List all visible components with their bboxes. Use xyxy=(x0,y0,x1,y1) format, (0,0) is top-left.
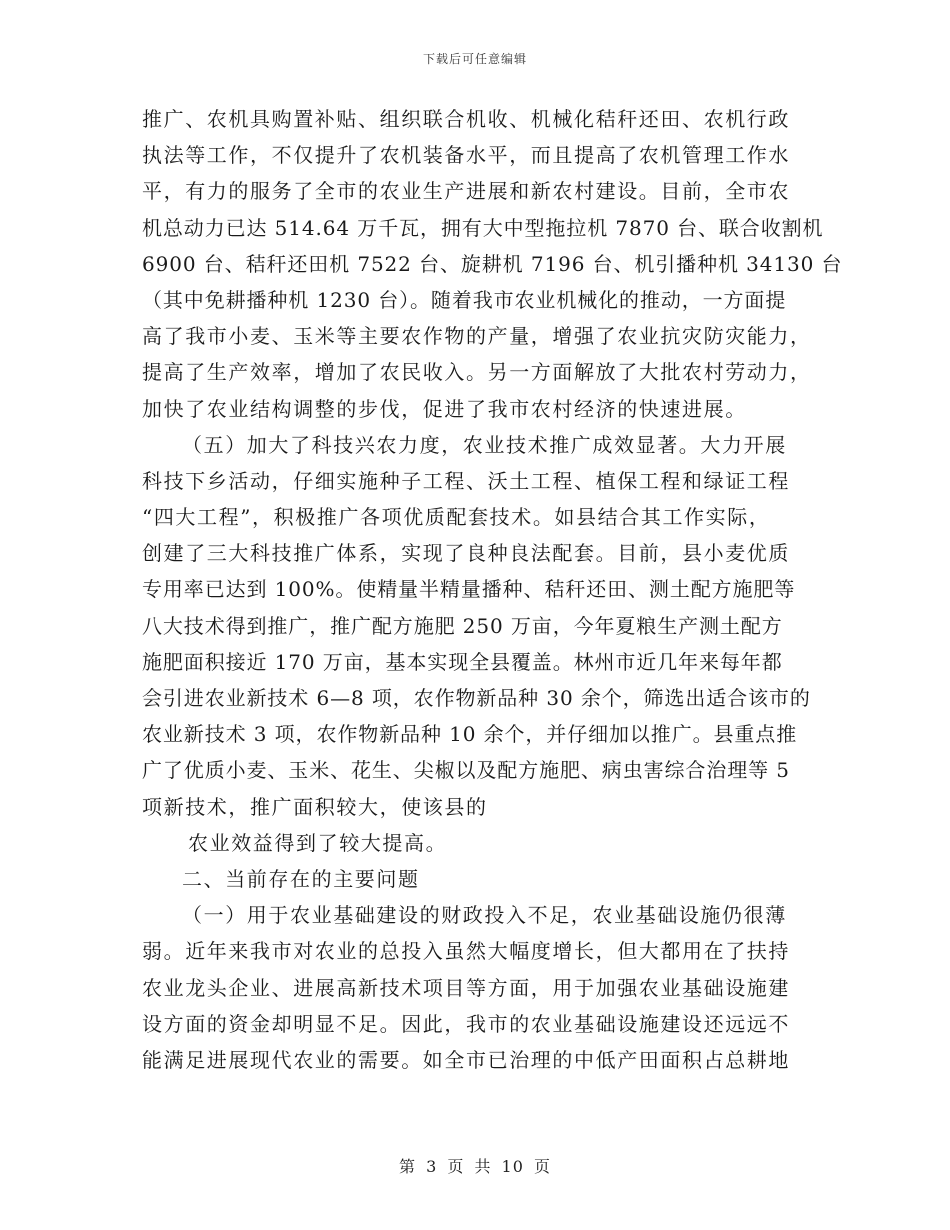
text-line: 高了我市小麦、玉米等主要农作物的产量，增强了农业抗灾防灾能力， xyxy=(142,324,812,349)
text-line: 会引进农业新技术 6—8 项，农作物新品种 30 余个，筛选出适合该市的 xyxy=(142,686,811,710)
text-line: 6900 台、秸秆还田机 7522 台、旋耕机 7196 台、机引播种机 34130 台 xyxy=(142,251,843,276)
text-line: 弱。近年来我市对农业的总投入虽然大幅度增长，但大都用在了扶持 xyxy=(142,939,790,964)
text-line: 推广、农机具购置补贴、组织联合机收、机械化秸秆还田、农机行政 xyxy=(142,107,790,131)
text-line: 平，有力的服务了全市的农业生产进展和新农村建设。目前，全市农 xyxy=(142,179,790,204)
text-line: 专用率已达到 100%。使精量半精量播种、秸秆还田、测土配方施肥等 xyxy=(142,577,796,602)
text-line: 提高了生产效率，增加了农民收入。另一方面解放了大批农村劳动力， xyxy=(142,360,812,385)
text-line: 创建了三大科技推广体系，实现了良种良法配套。目前，县小麦优质 xyxy=(142,541,790,566)
text-line: （其中免耕播种机 1230 台）。随着我市农业机械化的推动，一方面提 xyxy=(142,287,787,312)
text-line: 设方面的资金却明显不足。因此，我市的农业基础设施建设还远远不 xyxy=(142,1011,790,1036)
text-line: 机总动力已达 514.64 万千瓦，拥有大中型拖拉机 7870 台、联合收割机 xyxy=(142,215,824,240)
text-line: （一）用于农业基础建设的财政投入不足，农业基础设施仍很薄 xyxy=(182,903,787,928)
text-line: 农业效益得到了较大提高。 xyxy=(188,830,448,855)
text-line: 农业龙头企业、进展高新技术项目等方面，用于加强农业基础设施建 xyxy=(142,975,790,1000)
text-line: 八大技术得到推广，推广配方施肥 250 万亩，今年夏粮生产测土配方 xyxy=(142,613,783,638)
text-line: 执法等工作，不仅提升了农机装备水平，而且提高了农机管理工作水 xyxy=(142,143,790,168)
text-line: 二、当前存在的主要问题 xyxy=(182,866,420,891)
text-line: 项新技术，推广面积较大，使该县的 xyxy=(142,794,488,819)
text-line: （五）加大了科技兴农力度，农业技术推广成效显著。大力开展 xyxy=(182,432,787,457)
text-line: 广了优质小麦、玉米、花生、尖椒以及配方施肥、病虫害综合治理等 5 xyxy=(142,758,790,783)
text-line: “四大工程”，积极推广各项优质配套技术。如县结合其工作实际， xyxy=(142,505,771,530)
text-line: 能满足进展现代农业的需要。如全市已治理的中低产田面积占总耕地 xyxy=(142,1047,790,1072)
text-line: 科技下乡活动，仔细实施种子工程、沃土工程、植保工程和绿证工程 xyxy=(142,468,790,493)
body-text xyxy=(142,101,843,1078)
text-line: 农业新技术 3 项，农作物新品种 10 余个，并仔细加以推广。县重点推 xyxy=(142,722,798,747)
text-line: 加快了农业结构调整的步伐，促进了我市农村经济的快速进展。 xyxy=(142,396,747,421)
page-header: 下载后可任意编辑 xyxy=(422,52,527,66)
page-footer: 第 3 页 共 10 页 xyxy=(399,1157,551,1176)
text-line: 施肥面积接近 170 万亩，基本实现全县覆盖。林州市近几年来每年都 xyxy=(142,649,783,674)
